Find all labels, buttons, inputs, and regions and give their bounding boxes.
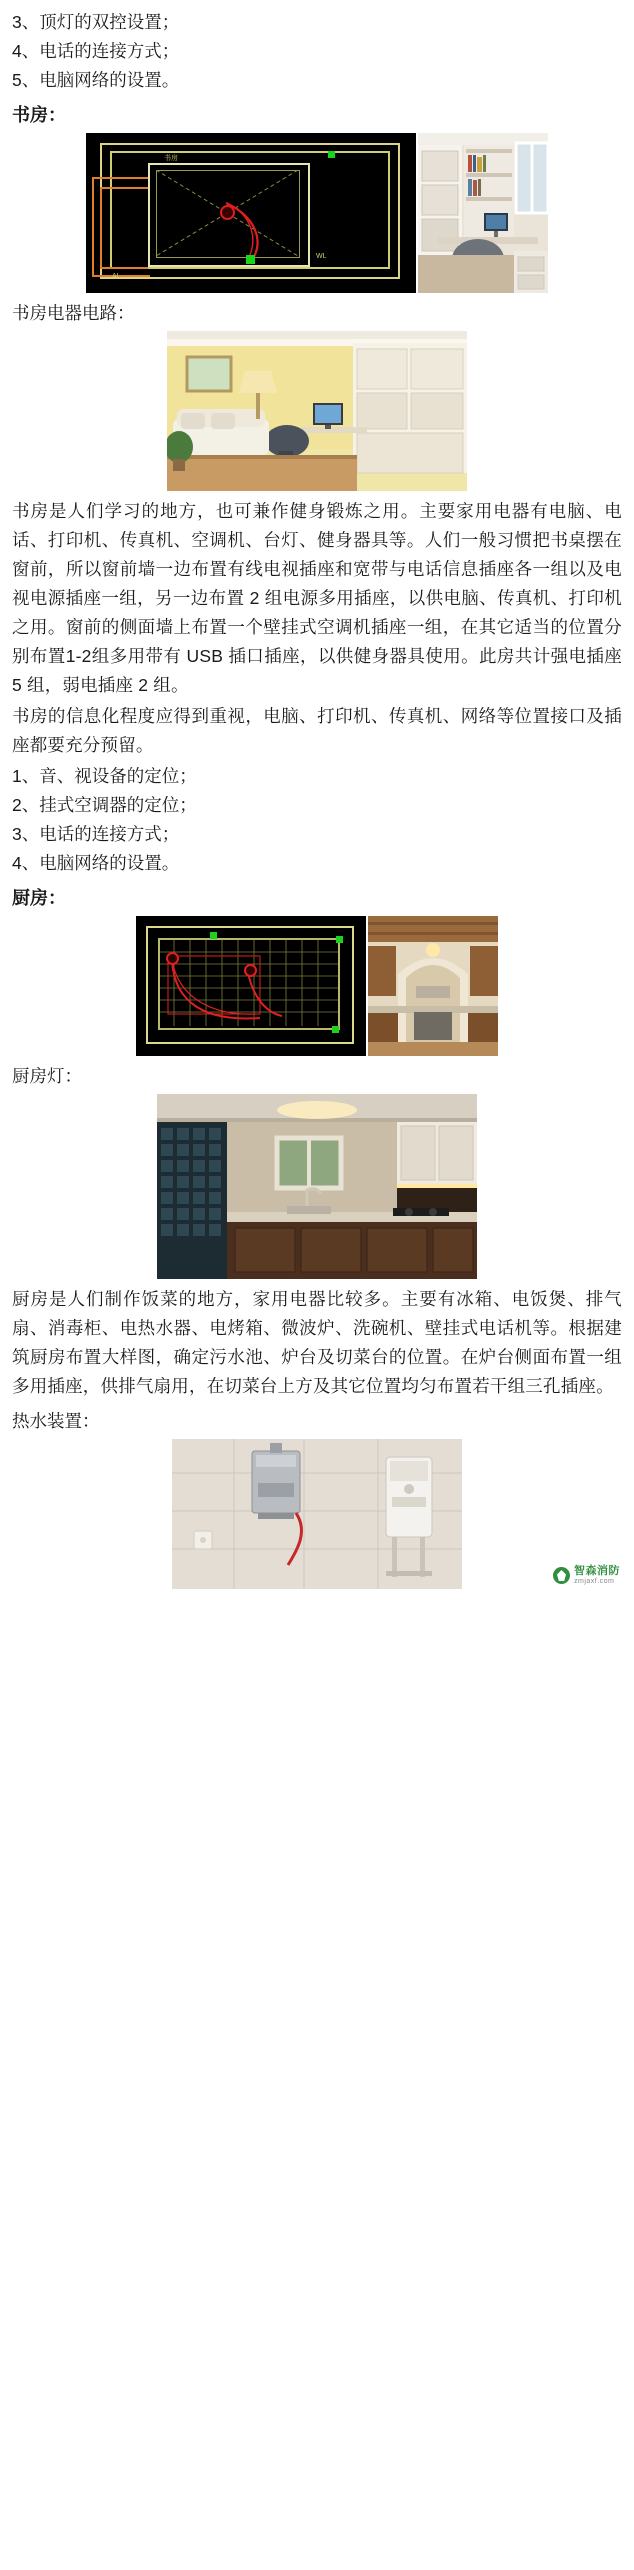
figure-kitchen-cad-and-photo <box>12 916 622 1056</box>
cad-kitchen-switch-2 <box>336 936 343 943</box>
study-cad-drawing <box>86 133 416 293</box>
cad-label-al: AL <box>112 273 121 280</box>
kitchen-interior-photo <box>368 916 498 1056</box>
paragraph-study-2: 书房的信息化程度应得到重视，电脑、打印机、传真机、网络等位置接口及插座都要充分预留。 <box>12 706 622 755</box>
caption-study-circuit: 书房电器电路： <box>12 303 135 323</box>
figure-study-cad-and-photo <box>12 133 622 293</box>
cad-kitchen-red-wiring <box>164 942 314 1028</box>
cad-label-wl: WL <box>316 253 327 260</box>
kitchen-cad-drawing <box>136 916 366 1056</box>
caption-kitchen-lamp: 厨房灯： <box>12 1066 82 1086</box>
cad-kitchen-node-1 <box>166 952 179 965</box>
study-list-item-1: 1、音、视设备的定位； <box>12 766 197 786</box>
watermark-brand: 智森消防 <box>574 1565 620 1578</box>
figure-kitchen-lamp-photo <box>12 1094 622 1279</box>
study-electric-interior-photo <box>167 331 467 491</box>
study-list-item-2: 2、挂式空调器的定位； <box>12 795 197 815</box>
top-list-item-3: 3、顶灯的双控设置； <box>12 12 180 32</box>
top-list-item-4: 4、电话的连接方式； <box>12 41 180 61</box>
watermark <box>553 1566 620 1585</box>
figure-study-electric-photo <box>12 331 622 491</box>
study-interior-photo <box>418 133 548 293</box>
figure-water-heater-photo <box>12 1439 622 1589</box>
caption-water-heater: 热水装置： <box>12 1411 100 1431</box>
paragraph-kitchen-1: 厨房是人们制作饭菜的地方，家用电器比较多。主要有冰箱、电饭煲、排气扇、消毒柜、电热水器、电烤箱、微波炉、洗碗机、壁挂式电话机等。根据建筑厨房布置大样图，确定污水池、炉台及切菜台的位置。在炉台侧面布置一组多用插座，供排气扇用，在切菜台上方及其它位置均匀布置若干组三孔插座。 <box>12 1289 622 1396</box>
cad-node-outlet <box>220 205 235 220</box>
cad-kitchen-switch-3 <box>332 1026 339 1033</box>
cad-node-switch <box>246 255 255 264</box>
study-list-item-3: 3、电话的连接方式； <box>12 824 180 844</box>
cad-label-room: 书房 <box>164 155 178 162</box>
paragraph-study-1: 书房是人们学习的地方，也可兼作健身锻炼之用。主要家用电器有电脑、电话、打印机、传真机、空调机、台灯、健身器具等。人们一般习惯把书桌摆在窗前，所以窗前墙一边布置有线电视插座和宽带与电话信息插座各一组以及电视电源插座一组，另一边布置 2 组电源多用插座，以供电脑、传真机、打印机之用。窗前的侧面墙上布置一个壁挂式空调机插座一组，在其它适当的位置分别布置1-2组多用带有 USB 插口插座，以供健身器具使用。此房共计强电插座 5 组，弱电插座 2 组。 <box>12 501 622 695</box>
kitchen-lamp-interior-photo <box>157 1094 477 1279</box>
water-heater-photo <box>172 1439 462 1589</box>
watermark-url: zmjaxf.com <box>574 1577 615 1585</box>
cad-kitchen-switch-1 <box>210 932 217 939</box>
shield-icon <box>553 1567 570 1584</box>
top-list-item-5: 5、电脑网络的设置。 <box>12 70 180 90</box>
cad-left-room-inner <box>100 187 148 269</box>
cad-red-wiring-arc <box>206 193 276 273</box>
section-title-kitchen: 厨房： <box>12 888 66 908</box>
cad-node-switch-secondary <box>328 151 335 158</box>
section-title-study: 书房： <box>12 105 66 125</box>
study-list-item-4: 4、电脑网络的设置。 <box>12 853 180 873</box>
cad-kitchen-node-2 <box>244 964 257 977</box>
